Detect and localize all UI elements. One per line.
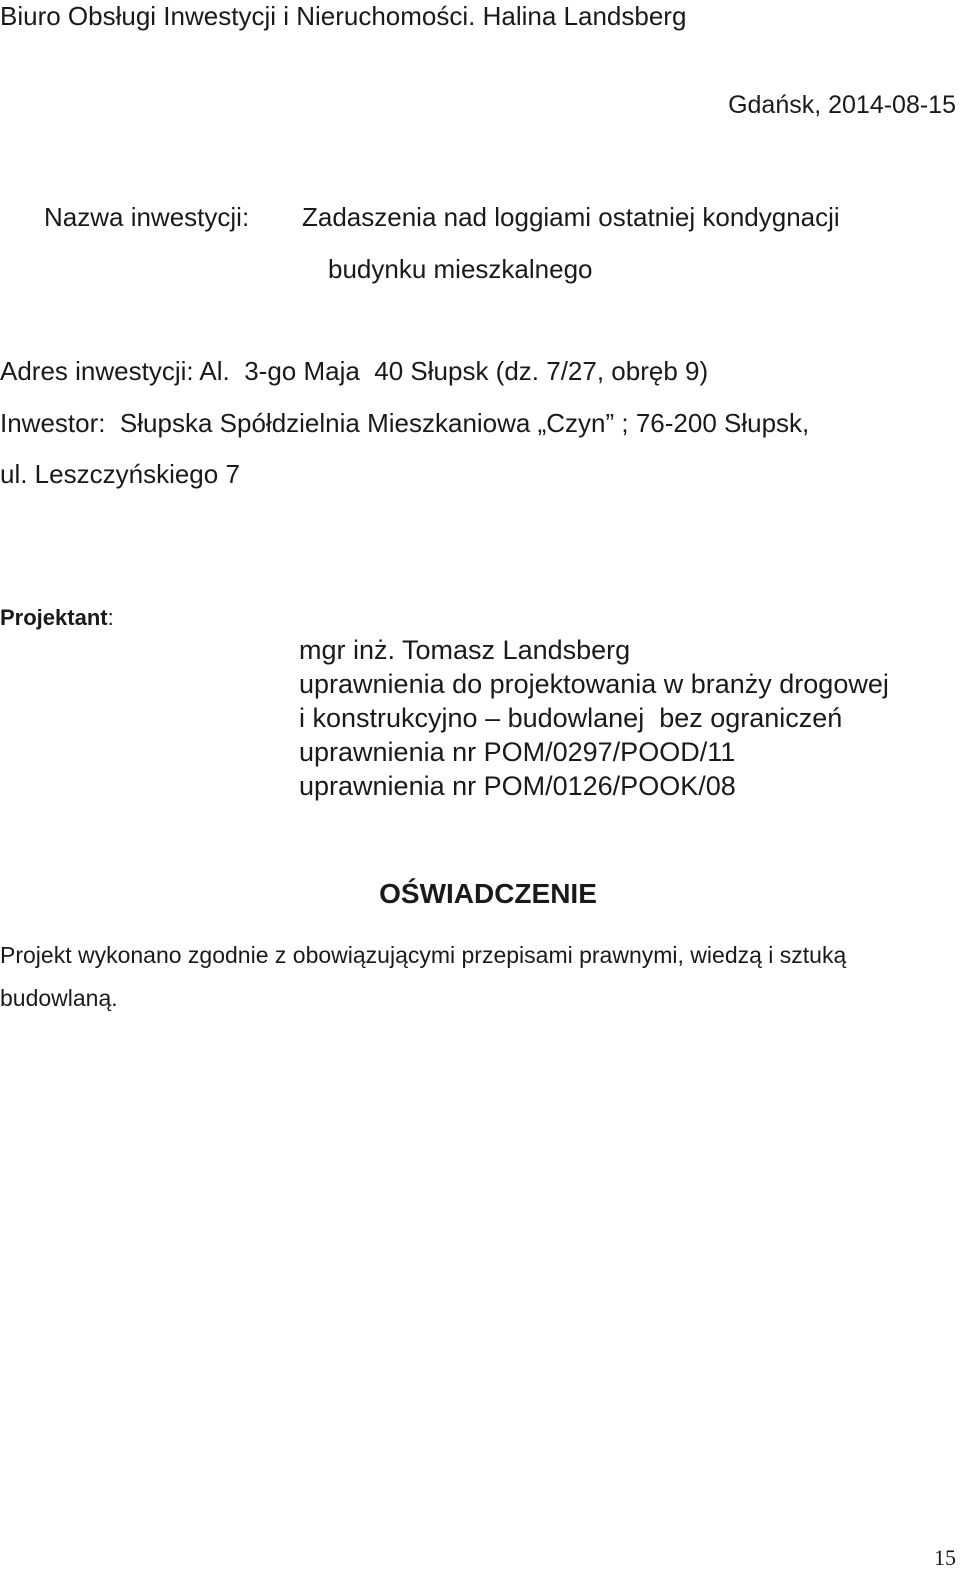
designer-label-text: Projektant [0,605,108,630]
designer-permissions-3: uprawnienia nr POM/0297/POOD/11 [299,737,736,767]
statement-title: OŚWIADCZENIE [379,878,597,909]
designer-label [0,607,114,629]
designer-label-colon: : [107,605,114,630]
designer-permissions-2: i konstrukcyjno – budowlanej bez ograniczeń [299,703,843,733]
investor-line-1: Inwestor: Słupska Spółdzielnia Mieszkaniowa „Czyn” ; 76-200 Słupsk, [0,408,810,438]
designer-permissions-4: uprawnienia nr POM/0126/POOK/08 [299,771,736,801]
investment-name-line-2: budynku mieszkalnego [328,254,593,284]
designer-name: mgr inż. Tomasz Landsberg [299,635,631,665]
statement-line-1: Projekt wykonano zgodnie z obowiązującymi przepisami prawnymi, wiedzą i sztuką [0,942,847,968]
statement-line-2: budowlaną. [0,985,118,1011]
designer-permissions-1: uprawnienia do projektowania w branży drogowej [299,669,889,699]
investment-address: Adres inwestycji: Al. 3-go Maja 40 Słupsk (dz. 7/27, obręb 9) [0,356,709,386]
page-number: 15 [934,1545,956,1570]
document-date: Gdańsk, 2014-08-15 [728,91,956,119]
firm-name: Biuro Obsługi Inwestycji i Nieruchomości. Halina Landsberg [0,1,687,31]
investor-line-2: ul. Leszczyńskiego 7 [0,459,240,489]
investment-name-line-1: Zadaszenia nad loggiami ostatniej kondygnacji [302,202,840,232]
investment-name-label: Nazwa inwestycji: [44,202,250,232]
